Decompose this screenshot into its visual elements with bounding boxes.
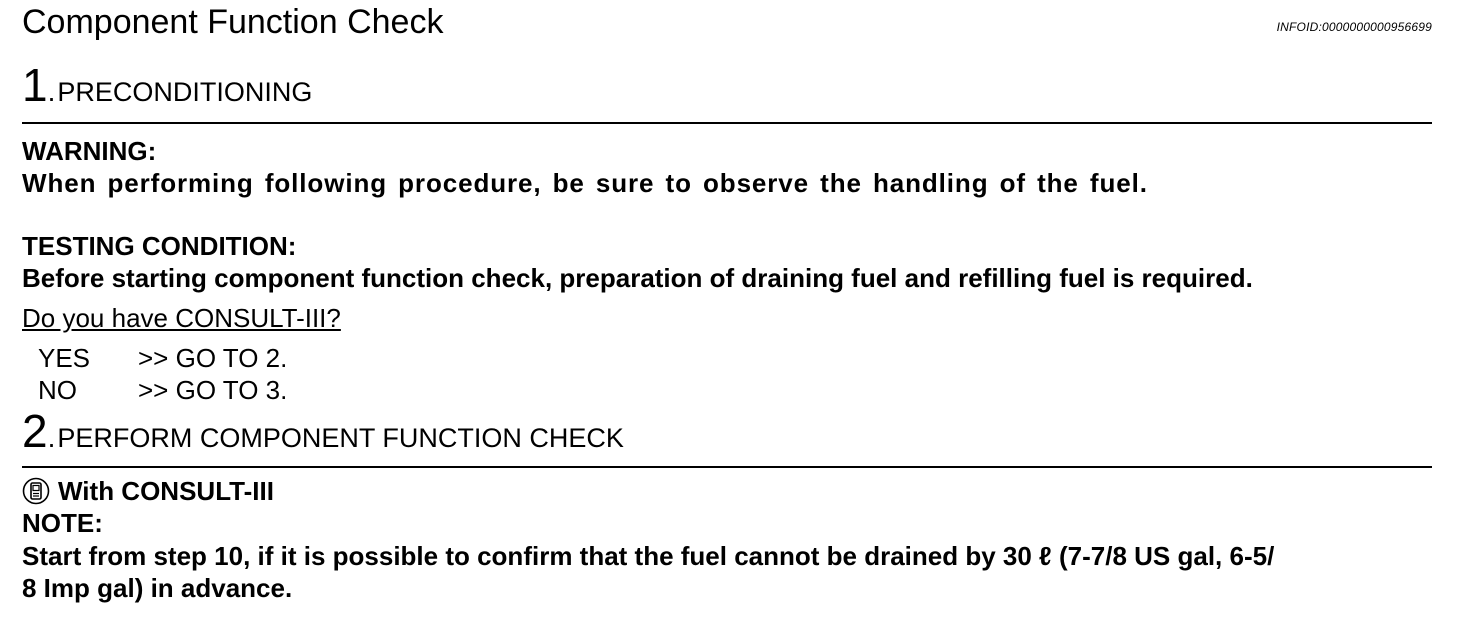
step-1-rule <box>22 122 1432 124</box>
step-2-heading <box>22 406 624 463</box>
answer-yes[interactable] <box>38 342 287 374</box>
step-2-number: 2 <box>22 405 48 457</box>
note-label: NOTE: <box>22 508 103 538</box>
step-2-rule <box>22 466 1432 468</box>
step-1-heading <box>22 60 312 117</box>
note-text-line-2: 8 Imp gal) in advance. <box>22 573 293 603</box>
warning-text: When performing following procedure, be sure to observe the handling of the fuel. <box>22 168 1148 198</box>
page-title: Component Function Check <box>22 3 444 41</box>
consult-question: Do you have CONSULT-III? <box>22 303 341 333</box>
step-1-number: 1 <box>22 59 48 111</box>
consult-label: With CONSULT-III <box>58 476 274 506</box>
answer-no-action[interactable]: >> GO TO 3. <box>138 375 288 405</box>
consult-tool-icon <box>22 477 50 505</box>
answer-yes-action[interactable]: >> GO TO 2. <box>138 343 288 373</box>
testing-condition-text: Before starting component function check, preparation of draining fuel and refilling fuel is required. <box>22 263 1253 293</box>
answer-no[interactable] <box>38 374 287 406</box>
answer-no-label: NO <box>38 375 77 405</box>
note-text-line-1: Start from step 10, if it is possible to confirm that the fuel cannot be drained by 30 ℓ (7-7/8 US gal, 6-5/ <box>22 541 1275 571</box>
step-1-title: PRECONDITIONING <box>57 77 313 107</box>
testing-condition-label: TESTING CONDITION: <box>22 231 297 261</box>
consult-line <box>22 475 274 507</box>
answer-yes-label: YES <box>38 343 91 373</box>
step-2-title: PERFORM COMPONENT FUNCTION CHECK <box>57 423 624 453</box>
step-2-dot: . <box>47 422 56 453</box>
warning-label: WARNING: <box>22 136 157 166</box>
step-1-dot: . <box>47 76 56 107</box>
info-id: INFOID:0000000000956699 <box>1276 20 1432 34</box>
